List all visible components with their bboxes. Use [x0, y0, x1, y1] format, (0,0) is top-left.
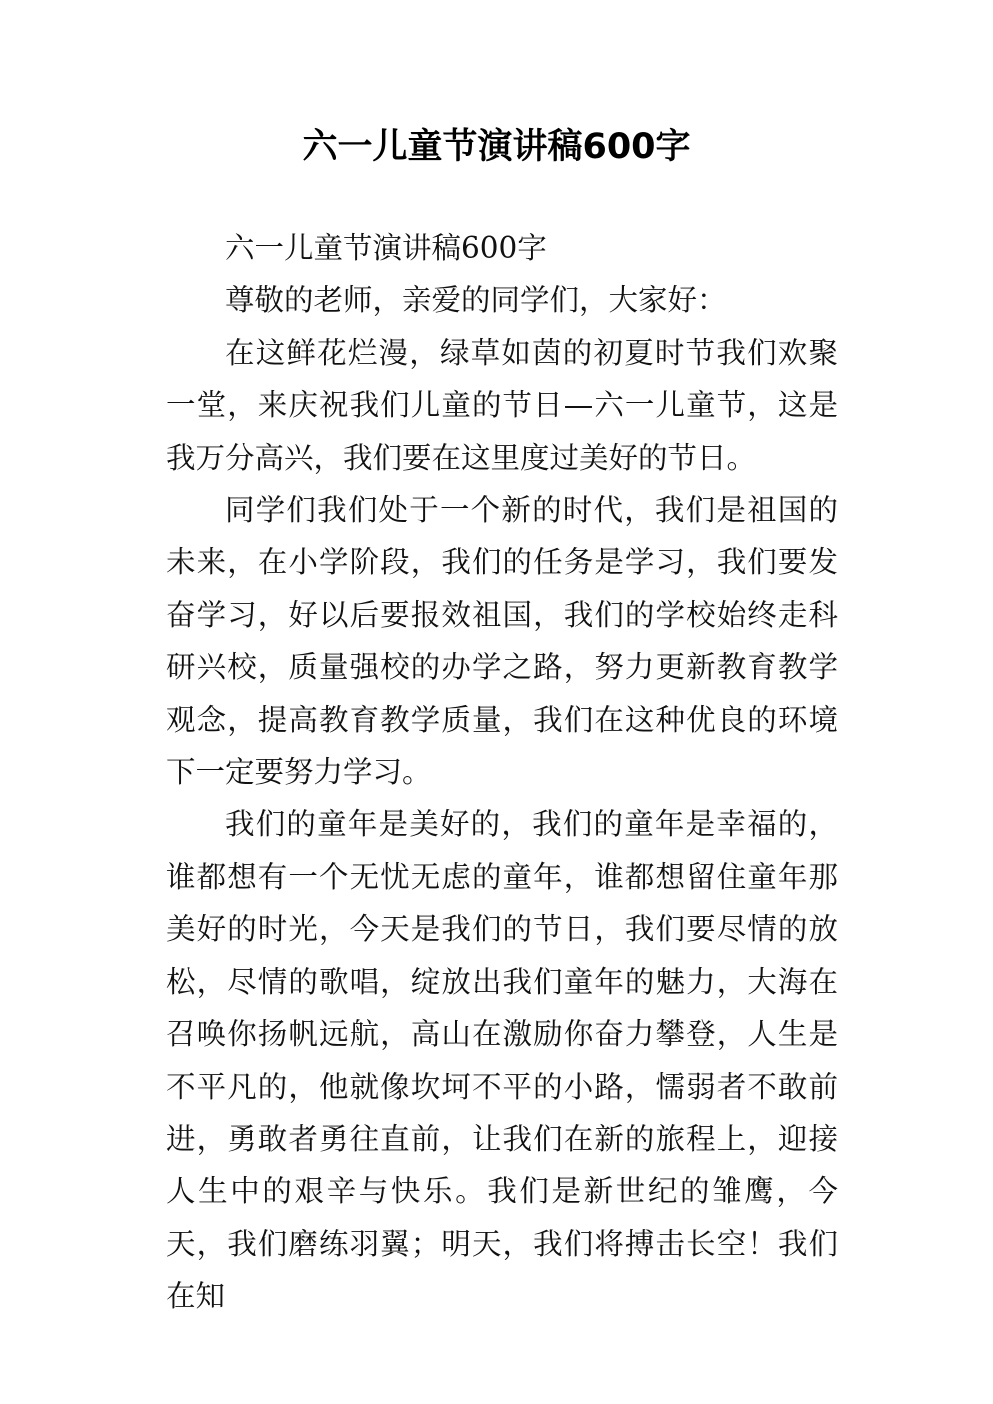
paragraph-opening: 在这鲜花烂漫，绿草如茵的初夏时节我们欢聚一堂，来庆祝我们儿童的节日—六一儿童节，这是我万分高兴，我们要在这里度过美好的节日。 — [166, 335, 838, 475]
paragraph-childhood: 我们的童年是美好的，我们的童年是幸福的，谁都想有一个无忧无虑的童年，谁都想留住童年那美好的时光，今天是我们的节日，我们要尽情的放松，尽情的歌唱，绽放出我们童年的魅力，大海在召唤你扬帆远航，高山在激励你奋力攀登，人生是不平凡的，他就像坎坷不平的小路，懦弱者不敢前进，勇敢者勇往直前，让我们在新的旅程上，迎接人生中的艰辛与快乐。我们是新世纪的雏鹰，今天，我们磨练羽翼；明天，我们将搏击长空！我们在知 — [166, 807, 838, 1314]
document-title: 六一儿童节演讲稿600字 — [302, 127, 691, 167]
paragraph-greeting: 尊敬的老师，亲爱的同学们，大家好： — [225, 283, 727, 318]
paragraph-subtitle: 六一儿童节演讲稿600字 — [225, 231, 547, 265]
paragraph-study: 同学们我们处于一个新的时代，我们是祖国的未来，在小学阶段，我们的任务是学习，我们要发奋学习，好以后要报效祖国，我们的学校始终走科研兴校，质量强校的办学之路，努力更新教育教学观念，提高教育教学质量，我们在这种优良的环境下一定要努力学习。 — [166, 493, 838, 790]
document-body — [166, 222, 838, 1323]
